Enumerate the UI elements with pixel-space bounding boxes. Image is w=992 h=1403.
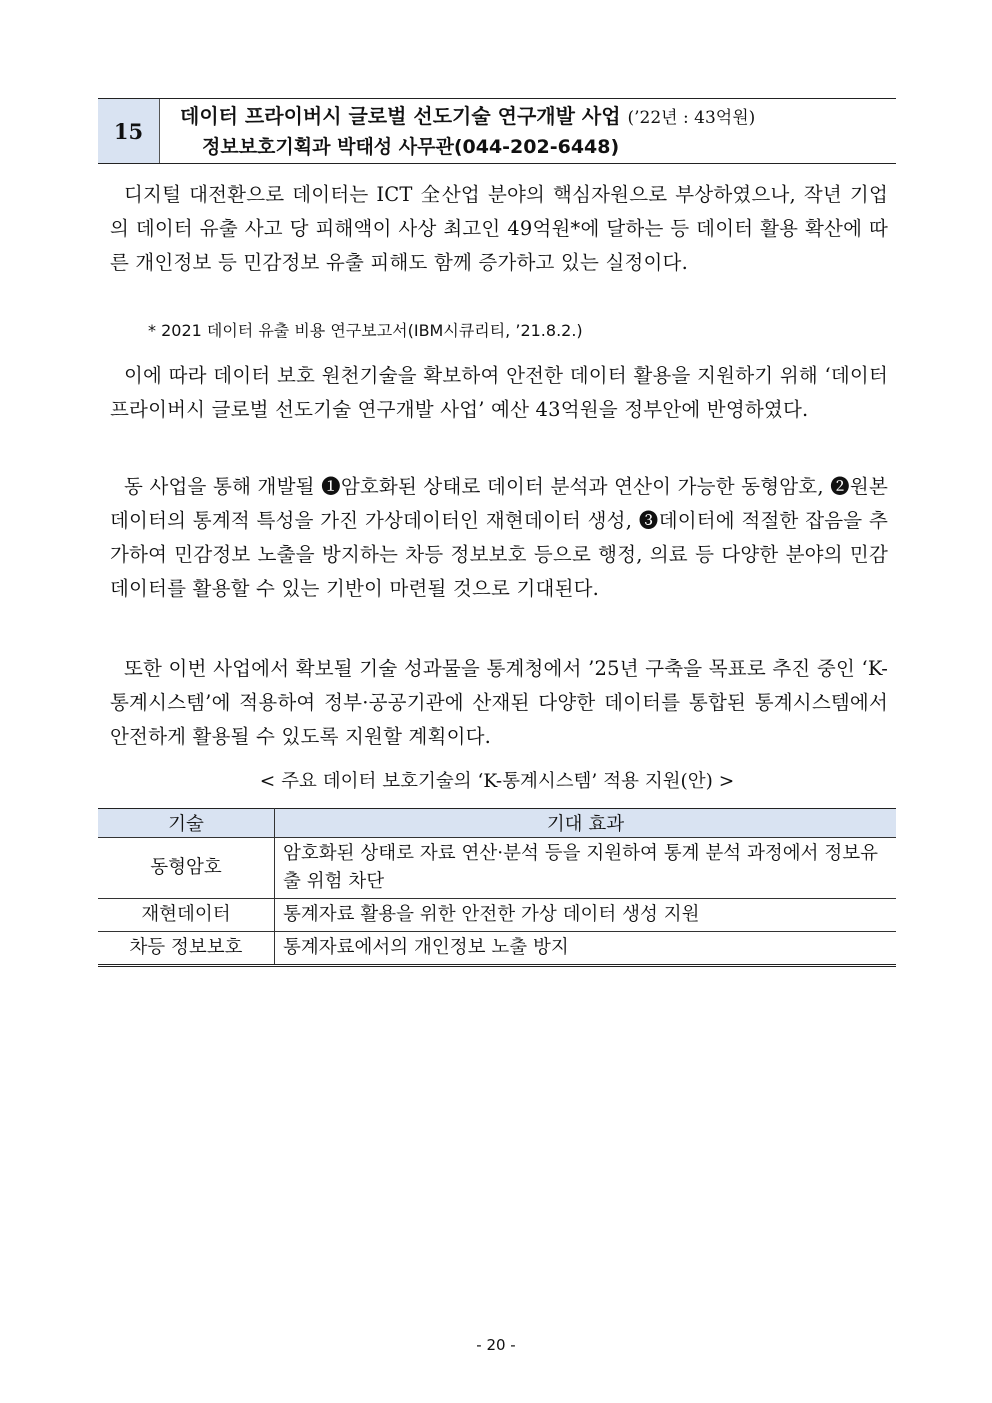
- section-budget: (’22년 : 43억원): [627, 108, 756, 128]
- table-caption: < 주요 데이터 보호기술의 ‘K-통계시스템’ 적용 지원(안) >: [259, 771, 735, 792]
- effect-cell: 암호화된 상태로 자료 연산·분석 등을 지원하여 통계 분석 과정에서 정보유출 위험 차단: [275, 838, 897, 899]
- header-effect: 기대 효과: [275, 809, 897, 838]
- section-number: 15: [98, 99, 160, 163]
- table-row: [98, 838, 896, 899]
- footnote: * 2021 데이터 유출 비용 연구보고서(IBM시큐리티, ’21.8.2.): [148, 321, 583, 340]
- header-title-box: [160, 99, 896, 163]
- section-title-line: [180, 101, 896, 133]
- contact-info: 정보보호기획과 박태성 사무관(044-202-6448): [202, 136, 620, 158]
- header-tech: 기술: [98, 809, 275, 838]
- table-row: [98, 899, 896, 932]
- tech-cell: 동형암호: [98, 838, 275, 899]
- paragraph-3: 동 사업을 통해 개발될 ❶암호화된 상태로 데이터 분석과 연산이 가능한 동형암호, ❷원본데이터의 통계적 특성을 가진 가상데이터인 재현데이터 생성, ❸데이터에 적절한 잡음을 추가하여 민감정보 노출을 방지하는 차등 정보보호 등으로 행정, 의료 등 다양한 분야의 민감 데이터를 활용할 수 있는 기반이 마련될 것으로 기대된다.: [110, 474, 888, 600]
- effect-cell: 통계자료에서의 개인정보 노출 방지: [275, 932, 897, 966]
- paragraph-1: 디지털 대전환으로 데이터는 ICT 全산업 분야의 핵심자원으로 부상하였으나, 작년 기업의 데이터 유출 사고 당 피해액이 사상 최고인 49억원*에 달하는 등 데이터 활용 확산에 따른 개인정보 등 민감정보 유출 피해도 함께 증가하고 있는 실정이다.: [110, 182, 888, 274]
- page-number: - 20 -: [476, 1336, 516, 1354]
- paragraph-2: 이에 따라 데이터 보호 원천기술을 확보하여 안전한 데이터 활용을 지원하기 위해 ‘데이터 프라이버시 글로벌 선도기술 연구개발 사업’ 예산 43억원을 정부안에 반영하였다.: [110, 363, 888, 421]
- tech-cell: 재현데이터: [98, 899, 275, 932]
- effect-cell: 통계자료 활용을 위한 안전한 가상 데이터 생성 지원: [275, 899, 897, 932]
- tech-cell: 차등 정보보호: [98, 932, 275, 966]
- tech-table: [98, 808, 896, 967]
- table-header-row: [98, 809, 896, 838]
- table-row: [98, 932, 896, 966]
- paragraph-4: 또한 이번 사업에서 확보될 기술 성과물을 통계청에서 ’25년 구축을 목표로 추진 중인 ‘K-통계시스템’에 적용하여 정부·공공기관에 산재된 다양한 데이터를 통합된 통계시스템에서 안전하게 활용될 수 있도록 지원할 계획이다.: [110, 656, 888, 748]
- section-title: 데이터 프라이버시 글로벌 선도기술 연구개발 사업: [180, 104, 621, 128]
- section-header: [98, 98, 896, 164]
